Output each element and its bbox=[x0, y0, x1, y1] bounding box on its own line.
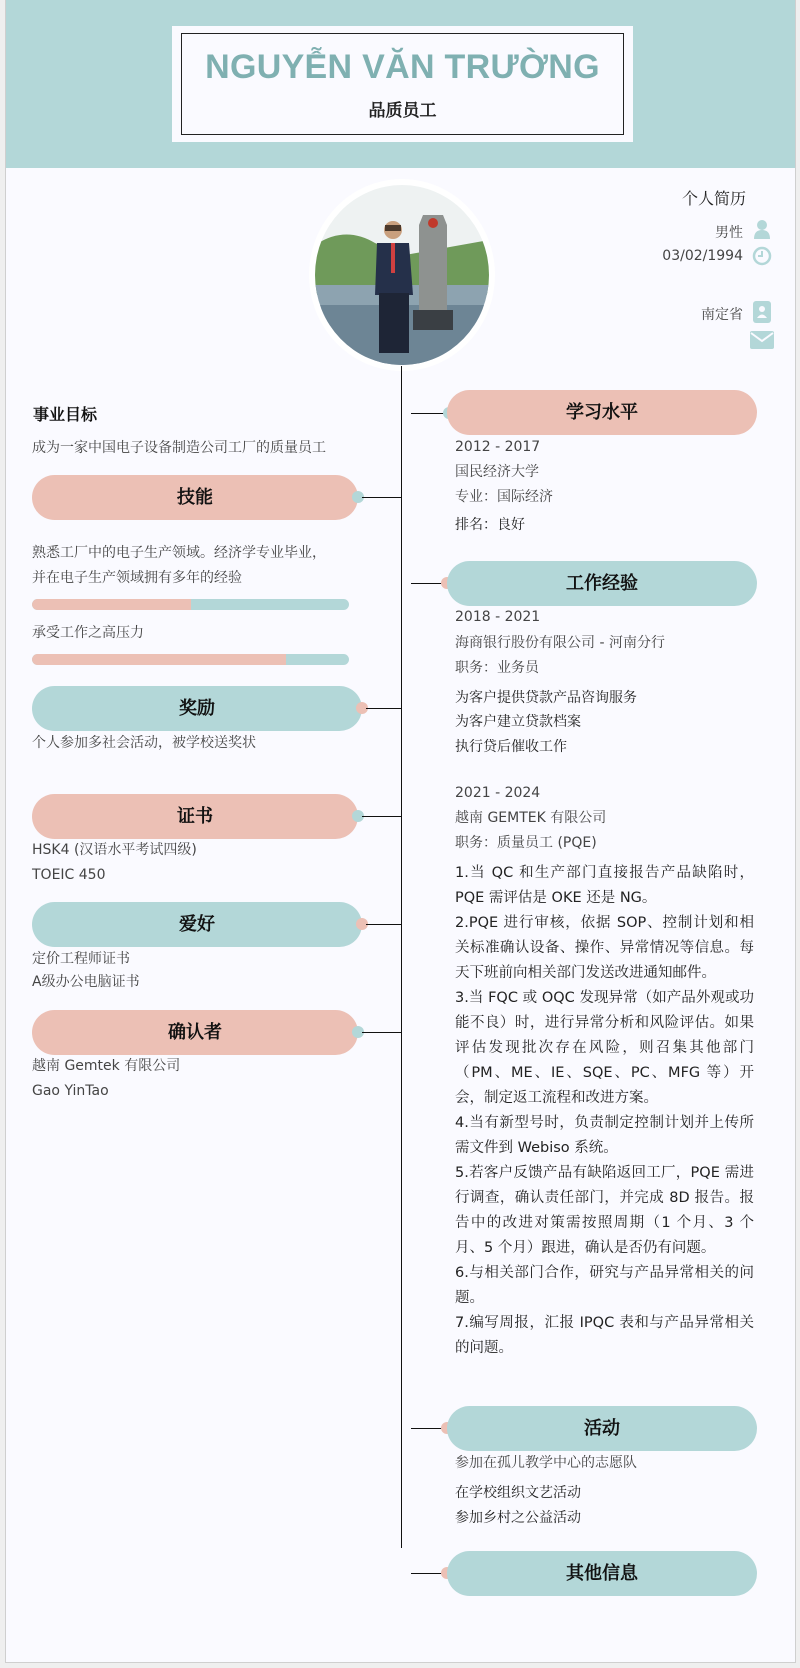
user-icon bbox=[752, 219, 772, 239]
education-major: 专业：国际经济 bbox=[455, 489, 553, 505]
hobby-item: 定价工程师证书 bbox=[32, 951, 130, 967]
activity-item: 参加乡村之公益活动 bbox=[455, 1510, 581, 1526]
education-rank: 排名：良好 bbox=[455, 517, 525, 533]
job-position: 职务：业务员 bbox=[455, 660, 539, 676]
job-company: 越南 GEMTEK 有限公司 bbox=[455, 810, 607, 826]
skill-level-bar bbox=[32, 654, 349, 665]
clock-icon bbox=[752, 246, 772, 266]
mail-icon[interactable] bbox=[750, 331, 774, 351]
job-position: 职务：质量员工 (PQE) bbox=[455, 835, 597, 851]
connector bbox=[366, 924, 401, 925]
activity-item: 参加在孤儿教学中心的志愿队 bbox=[455, 1455, 637, 1471]
reference-item: 越南 Gemtek 有限公司 bbox=[32, 1058, 181, 1074]
resume-page bbox=[5, 0, 796, 1663]
education-period: 2012 - 2017 bbox=[455, 439, 541, 455]
activities-header: 活动 bbox=[447, 1406, 757, 1451]
skill-level-bar bbox=[32, 599, 349, 610]
skill-text: 承受工作之高压力 bbox=[32, 625, 144, 641]
job-duty: 3.当 FQC 或 OQC 发现异常（如产品外观或功能不良）时，进行异常分析和风险评估。如果评估发现批次存在风险，则召集其他部门（PM、ME、IE、SQE、PC、MFG 等）开会，制定返工流程和改进方案。 bbox=[455, 990, 754, 1106]
skills-header: 技能 bbox=[32, 475, 358, 520]
certificates-header: 证书 bbox=[32, 794, 358, 839]
skill-text: 并在电子生产领域拥有多年的经验 bbox=[32, 570, 242, 586]
job-period: 2018 - 2021 bbox=[455, 609, 541, 625]
references-header: 确认者 bbox=[32, 1010, 358, 1055]
job-company: 海商银行股份有限公司 - 河南分行 bbox=[455, 635, 665, 651]
skill-text: 熟悉工厂中的电子生产领域。经济学专业毕业， bbox=[32, 545, 326, 561]
job-duty: 2.PQE 进行审核，依据 SOP、控制计划和相关标准确认设备、操作、异常情况等信息。每天下班前向相关部门发送改进通知邮件。 bbox=[455, 915, 754, 981]
job-duty: 执行贷后催收工作 bbox=[455, 739, 567, 755]
hobby-item: A级办公电脑证书 bbox=[32, 974, 140, 990]
goal-text: 成为一家中国电子设备制造公司工厂的质量员工 bbox=[32, 440, 326, 456]
job-duty: 为客户提供贷款产品咨询服务 bbox=[455, 690, 637, 706]
education-school: 国民经济大学 bbox=[455, 464, 539, 480]
job-duty: 5.若客户反馈产品有缺陷返回工厂，PQE 需进行调查，确认责任部门，并完成 8D 报告。报告中的改进对策需按照周期（1 个月、3 个月、5 个月）跟进，确认是否仍有问题。 bbox=[455, 1165, 754, 1256]
job-duty: 7.编写周报，汇报 IPQC 表和与产品异常相关的问题。 bbox=[455, 1315, 754, 1356]
connector bbox=[362, 1032, 401, 1033]
job-duty: 4.当有新型号时，负责制定控制计划并上传所需文件到 Webiso 系统。 bbox=[455, 1115, 754, 1156]
gender: 男性 bbox=[715, 225, 743, 241]
job-duties-list bbox=[455, 861, 754, 1361]
profile-photo bbox=[309, 179, 495, 371]
job-period: 2021 - 2024 bbox=[455, 785, 541, 801]
header-band bbox=[6, 0, 795, 168]
activity-item: 在学校组织文艺活动 bbox=[455, 1485, 581, 1501]
candidate-name: NGUYỄN VĂN TRƯỜNG bbox=[205, 48, 600, 86]
timeline-line bbox=[401, 366, 402, 1548]
address-book-icon bbox=[752, 301, 772, 321]
connector bbox=[362, 816, 401, 817]
job-duty: 6.与相关部门合作，研究与产品异常相关的问题。 bbox=[455, 1265, 754, 1306]
personal-title: 个人简历 bbox=[681, 189, 746, 208]
birthdate: 03/02/1994 bbox=[662, 248, 743, 264]
job-duty: 为客户建立贷款档案 bbox=[455, 714, 581, 730]
connector bbox=[366, 708, 401, 709]
name-box bbox=[172, 26, 633, 142]
experience-header: 工作经验 bbox=[447, 561, 757, 606]
awards-header: 奖励 bbox=[32, 686, 362, 731]
job-title: 品质员工 bbox=[368, 101, 437, 121]
hobbies-header: 爱好 bbox=[32, 902, 362, 947]
location: 南定省 bbox=[701, 307, 743, 323]
certificate-item: TOEIC 450 bbox=[32, 867, 106, 883]
reference-item: Gao YinTao bbox=[32, 1083, 109, 1099]
education-header: 学习水平 bbox=[447, 390, 757, 435]
award-item: 个人参加多社会活动，被学校送奖状 bbox=[32, 735, 256, 751]
certificate-item: HSK4 (汉语水平考试四级) bbox=[32, 842, 197, 858]
connector bbox=[362, 497, 401, 498]
other-info-header: 其他信息 bbox=[447, 1551, 757, 1596]
goal-title: 事业目标 bbox=[33, 405, 98, 424]
job-duty: 1.当 QC 和生产部门直接报告产品缺陷时，PQE 需评估是 OKE 还是 NG。 bbox=[455, 865, 754, 906]
